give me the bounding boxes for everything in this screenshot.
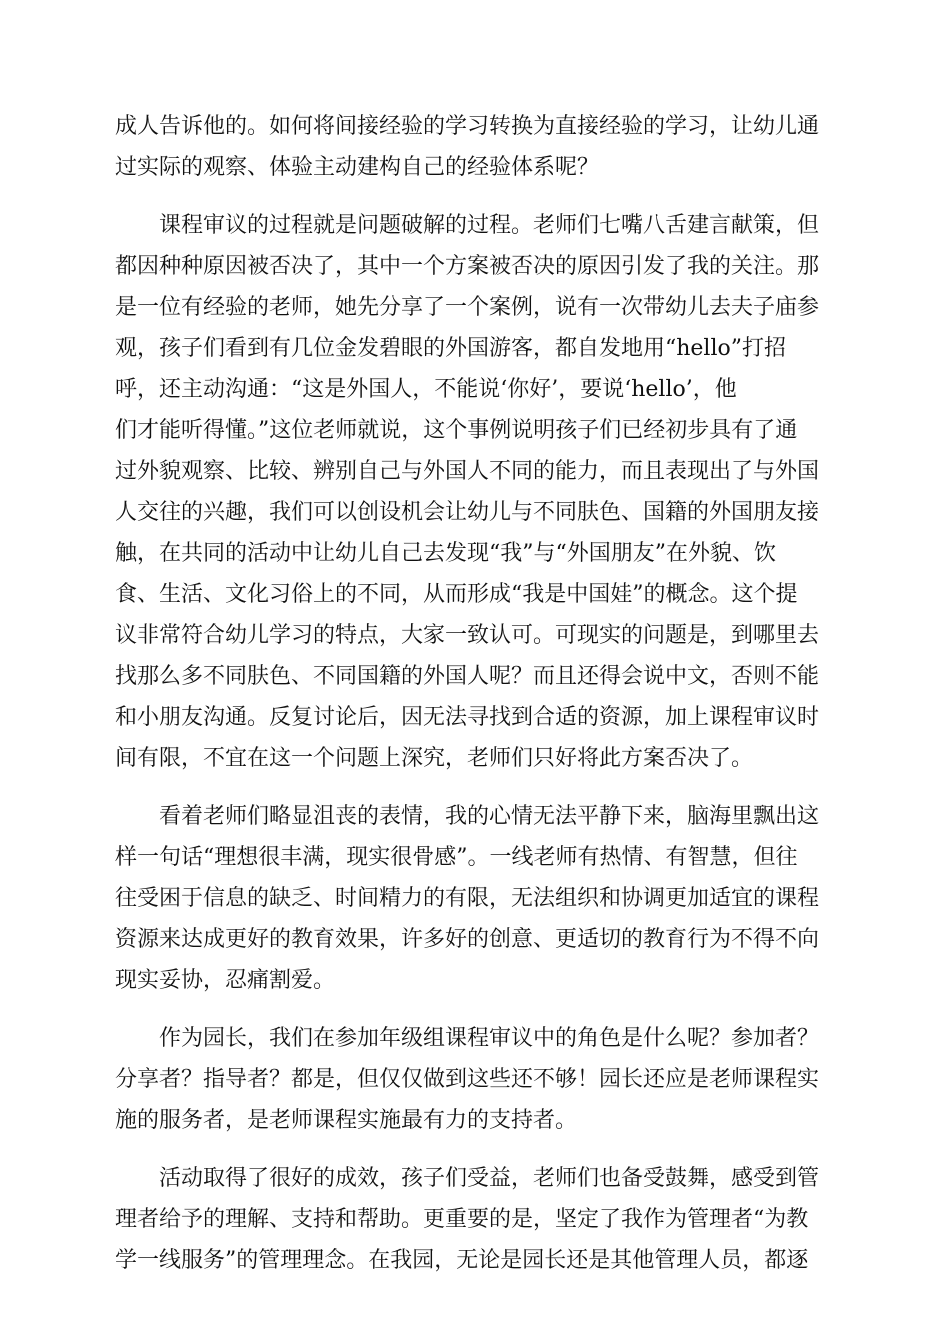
document-body: [115, 106, 835, 1281]
paragraph-principal-role: 作为园长，我们在参加年级组课程审议中的角色是什么呢？参加者？ 分享者？指导者？都是，但仅仅做到这些还不够！园长还应是老师课程实 施的服务者，是老师课程实施最有力的支持者。: [115, 1026, 820, 1133]
paragraph-teachers-frustration: 看着老师们略显沮丧的表情，我的心情无法平静下来，脑海里飘出这 样一句话“理想很丰满，现实很骨感”。一线老师有热情、有智慧，但往 往受困于信息的缺乏、时间精力的有限，无法组织和协调更加适宜的课程 资源来达成更好的教育效果，许多好的创意、更适切的教育行为不得不向 现实妥协，忍痛割爱。: [115, 804, 820, 993]
paragraph-continuation: 成人告诉他的。如何将间接经验的学习转换为直接经验的学习，让幼儿通 过实际的观察、体验主动建构自己的经验体系呢？: [115, 114, 820, 180]
paragraph-course-review: 课程审议的过程就是问题破解的过程。老师们七嘴八舌建言献策，但 都因种种原因被否决了，其中一个方案被否决的原因引发了我的关注。那 是一位有经验的老师，她先分享了一个案例，说有一次带幼儿去夫子庙参 观，孩子们看到有几位金发碧眼的外国游客，都自发地用“hello”打招 呼，还主动沟通：“这是外国人，不能说‘你好’，要说‘hello’，他 们才能听得懂。”这位老师就说，这个事例说明孩子们已经初步具有了通 过外貌观察、比较、辨别自己与外国人不同的能力，而且表现出了与外国 人交往的兴趣，我们可以创设机会让幼儿与不同肤色、国籍的外国朋友接 触，在共同的活动中让幼儿自己去发现“我”与“外国朋友”在外貌、饮 食、生活、文化习俗上的不同，从而形成“我是中国娃”的概念。这个提 议非常符合幼儿学习的特点，大家一致认可。可现实的问题是，到哪里去 找那么多不同肤色、不同国籍的外国人呢？而且还得会说中文，否则不能 和小朋友沟通。反复讨论后，因无法寻找到合适的资源，加上课程审议时 间有限，不宜在这一个问题上深究，老师们只好将此方案否决了。: [115, 213, 820, 771]
paragraph-activity-results: 活动取得了很好的成效，孩子们受益，老师们也备受鼓舞，感受到管 理者给予的理解、支持和帮助。更重要的是，坚定了我作为管理者“为教 学一线服务”的管理理念。在我园，无论是园长还是其他管理人员，都逐: [115, 1166, 820, 1273]
